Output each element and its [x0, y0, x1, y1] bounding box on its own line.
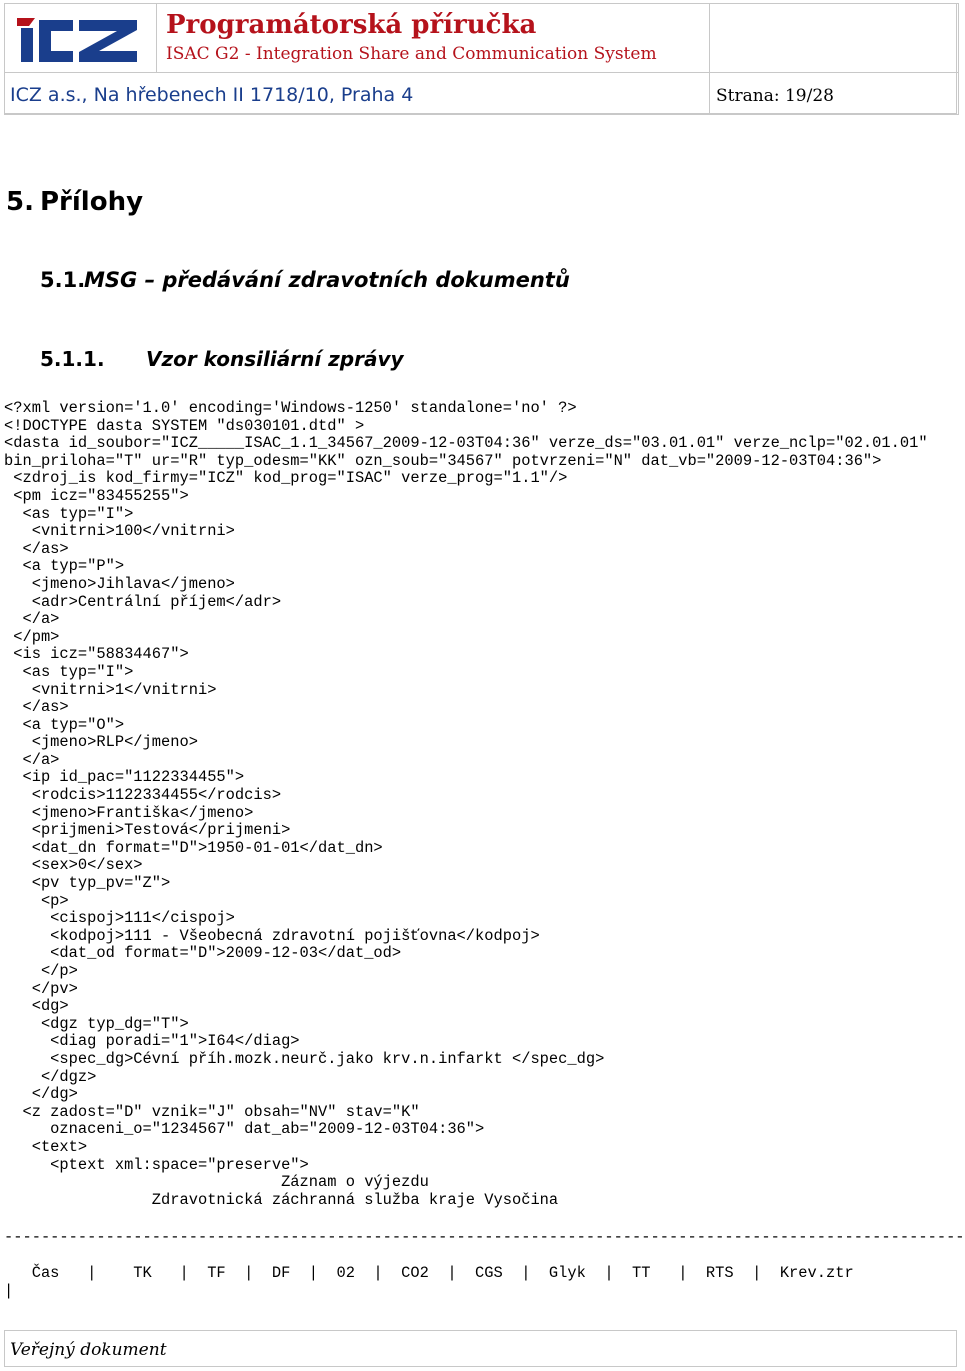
- code-line: <a typ="P">: [4, 557, 125, 576]
- code-line: <text>: [4, 1137, 88, 1156]
- code-line: </dg>: [4, 1085, 78, 1104]
- code-line: <dgz typ_dg="T">: [4, 1014, 189, 1033]
- page-number: Strana: 19/28: [716, 86, 834, 106]
- code-line: <jmeno>Jihlava</jmeno>: [4, 574, 235, 593]
- heading-3: [40, 347, 404, 371]
- logo-cell: [4, 3, 157, 73]
- code-line: </dgz>: [4, 1067, 97, 1086]
- code-line: Zdravotnická záchranná služba kraje Vysočina: [4, 1190, 559, 1209]
- code-line: <diag poradi="1">I64</diag>: [4, 1032, 300, 1051]
- code-line: <sex>0</sex>: [4, 856, 143, 875]
- dash-line-cont: ----: [927, 1228, 965, 1246]
- code-line: <dasta id_soubor="ICZ_____ISAC_1.1_34567_2009-12-03T04:36" verze_ds="03.01.01" verze_nclp="02.01.01": [4, 434, 928, 453]
- code-line: <as typ="I">: [4, 662, 134, 681]
- blank-cell: [709, 3, 959, 73]
- code-line: <vnitrni>100</vnitrni>: [4, 522, 235, 541]
- heading-2-number: 5.1.: [40, 268, 86, 292]
- code-line: <!DOCTYPE dasta SYSTEM "ds030101.dtd" >: [4, 416, 365, 435]
- code-line: <dat_dn format="D">1950-01-01</dat_dn>: [4, 838, 383, 857]
- code-line: <rodcis>1122334455</rodcis>: [4, 786, 282, 805]
- code-line: </a>: [4, 610, 60, 629]
- vitals-table-header: Čas | TK | TF | DF | 02 | CO2 | CGS | Glyk | TT | RTS | Krev.ztr: [4, 1264, 854, 1282]
- code-line: <vnitrni>1</vnitrni>: [4, 680, 217, 699]
- page-footer: [4, 1330, 957, 1367]
- code-line: </a>: [4, 750, 60, 769]
- code-line: <jmeno>RLP</jmeno>: [4, 733, 198, 752]
- heading-3-number: 5.1.1.: [40, 347, 105, 371]
- code-line: <spec_dg>Cévní příh.mozk.neurč.jako krv.n.infarkt </spec_dg>: [4, 1049, 605, 1068]
- code-line: Záznam o výjezdu: [4, 1173, 429, 1192]
- code-line: <a typ="O">: [4, 715, 125, 734]
- code-line: <as typ="I">: [4, 504, 134, 523]
- code-line: <jmeno>Františka</jmeno>: [4, 803, 254, 822]
- code-line: <dat_od format="D">2009-12-03</dat_od>: [4, 944, 402, 963]
- code-line: <z zadost="D" vznik="J" obsah="NV" stav="K": [4, 1102, 420, 1121]
- heading-2: [40, 268, 570, 292]
- dash-line: ----------------------------------------------------------------------------------------------------: [4, 1228, 928, 1246]
- dash-separator: [4, 1228, 965, 1247]
- title-cell: [156, 3, 710, 73]
- xml-code-listing: [4, 400, 959, 1209]
- code-line: </as>: [4, 698, 69, 717]
- code-line: <p>: [4, 891, 69, 910]
- heading-1: [6, 187, 143, 217]
- code-line: <ip id_pac="1122334455">: [4, 768, 245, 787]
- code-line: <is icz="58834467">: [4, 645, 189, 664]
- document-title: Programátorská příručka: [166, 10, 537, 40]
- code-line: <dg>: [4, 997, 69, 1016]
- code-line: <zdroj_is kod_firmy="ICZ" kod_prog="ISAC" verze_prog="1.1"/>: [4, 469, 568, 488]
- code-line: bin_priloha="T" ur="R" typ_odesm="KK" ozn_soub="34567" potvrzeni="N" dat_vb="2009-12-03T04:36">: [4, 451, 882, 470]
- icz-logo: [15, 12, 143, 64]
- document-subtitle: ISAC G2 - Integration Share and Communication System: [166, 44, 657, 64]
- code-line: oznaceni_o="1234567" dat_ab="2009-12-03T04:36">: [4, 1120, 485, 1139]
- footer-label: Veřejný dokument: [10, 1340, 167, 1360]
- page-number-cell: [709, 72, 959, 115]
- code-line: <pv typ_pv="Z">: [4, 874, 171, 893]
- code-line: <pm icz="83455255">: [4, 486, 189, 505]
- code-line: <ptext xml:space="preserve">: [4, 1155, 309, 1174]
- heading-1-number: 5.: [6, 187, 34, 217]
- code-line: </pm>: [4, 627, 60, 646]
- code-line: <cispoj>111</cispoj>: [4, 909, 235, 928]
- heading-2-text: MSG – předávání zdravotních dokumentů: [84, 268, 570, 292]
- code-line: <?xml version='1.0' encoding='Windows-1250' standalone='no' ?>: [4, 399, 577, 417]
- code-line: <adr>Centrální příjem</adr>: [4, 592, 282, 611]
- heading-1-text: Přílohy: [40, 187, 144, 217]
- vitals-table-header-cont: |: [4, 1282, 14, 1300]
- page-header: [4, 3, 957, 114]
- heading-3-text: Vzor konsiliární zprávy: [146, 347, 404, 371]
- address-cell: [4, 72, 710, 115]
- code-line: </p>: [4, 962, 78, 980]
- company-address: ICZ a.s., Na hřebenech II 1718/10, Praha 4: [10, 84, 414, 106]
- code-line: </pv>: [4, 979, 78, 998]
- code-line: <kodpoj>111 - Všeobecná zdravotní pojišťovna</kodpoj>: [4, 926, 540, 945]
- code-line: <prijmeni>Testová</prijmeni>: [4, 821, 291, 840]
- code-line: </as>: [4, 539, 69, 558]
